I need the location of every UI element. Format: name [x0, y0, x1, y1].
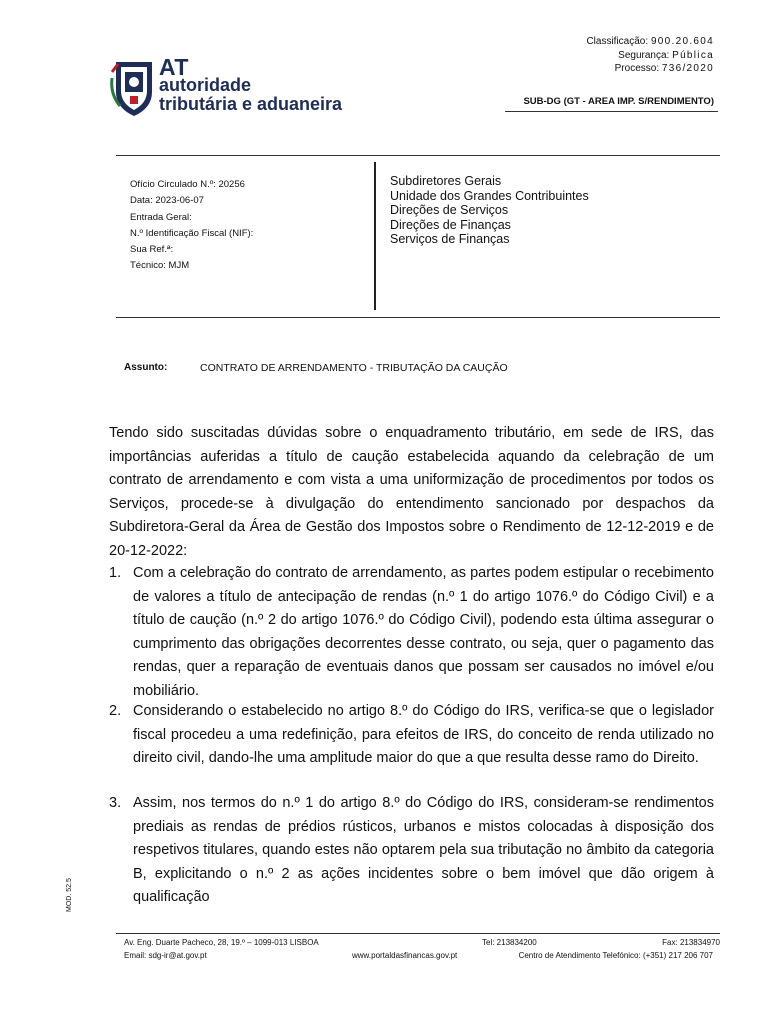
document-reference-block: [130, 177, 253, 275]
document-date: Data: 2023-06-07: [130, 195, 204, 207]
item-number: 3.: [109, 795, 122, 811]
footer-rule: [116, 933, 720, 934]
nif-field: N.º Identificação Fiscal (NIF):: [130, 227, 254, 239]
item-number: 1.: [109, 565, 122, 581]
at-seal-icon: [110, 58, 158, 118]
recipient: Unidade dos Grandes Contribuintes: [390, 188, 589, 203]
classificacao-row: [586, 35, 714, 49]
tecnico: Técnico: MJM: [130, 260, 190, 272]
item-number: 2.: [109, 703, 122, 719]
processo-row: [586, 62, 714, 76]
processo-value: 736/2020: [661, 63, 714, 74]
sua-ref: Sua Ref.ª:: [130, 244, 174, 256]
recipient: Direções de Finanças: [390, 217, 511, 232]
classificacao-label: Classificação:: [586, 36, 649, 47]
info-box-top-rule: [116, 155, 720, 156]
seguranca-row: [586, 49, 714, 63]
footer-email[interactable]: Email: sdg-ir@at.gov.pt: [124, 951, 207, 960]
item-paragraph: Considerando o estabelecido no artigo 8.º do Código do IRS, verifica-se que o legislador fiscal procedeu a uma redefinição, para efeitos de IRS, do conceito de renda utilizado no direito civil, dando-lhe uma amplitude maior do que a que resulta desse ramo do Direito.: [133, 703, 714, 766]
footer-fax: Fax: 213834970: [662, 938, 720, 947]
seguranca-value: Pública: [672, 49, 714, 61]
entrada-geral: Entrada Geral:: [130, 211, 192, 223]
logo-line-tributaria: tributária e aduaneira: [159, 94, 343, 114]
item-paragraph: Assim, nos termos do n.º 1 do artigo 8.º do Código do IRS, consideram-se rendimentos prediais as rendas de prédios rústicos, urbanos e mistos colocadas à disposição dos respetivos titulares, quando estes não optarem pela sua tributação no âmbito da categoria B, explicitando o n.º 2 as ações incidentes sobre o bem imóvel que dão origem à qualificação: [133, 795, 714, 905]
logo-at-text: AT: [159, 54, 189, 80]
intro-paragraph: Tendo sido suscitadas dúvidas sobre o enquadramento tributário, em sede de IRS, das importâncias auferidas a título de caução estabelecida aquando da celebração de um contrato de arrendamento e com vista a uma uniformização de procedimentos por todos os Serviços, procede-se à divulgação do entendimento sancionado por despachos da Subdiretora-Geral da Área de Gestão dos Impostos sobre o Rendimento de 12-12-2019 e de 20-12-2022:: [109, 425, 714, 559]
unit-underline: [505, 111, 718, 112]
recipients-list: [390, 174, 589, 247]
footer-address: Av. Eng. Duarte Pacheco, 28, 19.º – 1099-013 LISBOA: [124, 938, 319, 947]
logo-line-autoridade: autoridade: [159, 75, 252, 95]
at-logo: [110, 54, 350, 118]
processo-label: Processo:: [614, 63, 660, 74]
document-classification-block: [586, 35, 714, 76]
subject-value: CONTRATO DE ARRENDAMENTO - TRIBUTAÇÃO DA CAUÇÃO: [200, 362, 508, 374]
form-model-code: MOD. 52.5: [66, 878, 73, 912]
footer-tel: Tel: 213834200: [482, 938, 537, 947]
footer-call-center: Centro de Atendimento Telefónico: (+351) 217 206 707: [518, 951, 713, 960]
classificacao-value: 900.20.604: [650, 36, 714, 47]
footer-website-link[interactable]: www.portaldasfinancas.gov.pt: [352, 951, 458, 960]
recipient: Direções de Serviços: [390, 203, 509, 217]
recipient: Serviços de Finanças: [390, 232, 510, 246]
item-paragraph: Com a celebração do contrato de arrendamento, as partes podem estipular o recebimento de valores a título de antecipação de rendas (n.º 1 do artigo 1076.º do Código Civil) e a título de caução (n.º 2 do artigo 1076.º do Código Civil), podendo esta última assegurar o cumprimento das obrigações decorrentes desse contrato, ou seja, quer o pagamento das rendas, quer a reparação de eventuais danos que possam ser causados no imóvel e/ou mobiliário.: [133, 565, 714, 699]
unit-name: SUB-DG (GT - AREA IMP. S/RENDIMENTO): [523, 96, 714, 107]
seguranca-label: Segurança:: [618, 49, 670, 61]
info-box-bottom-rule: [116, 317, 720, 318]
subject-label: Assunto:: [124, 362, 168, 373]
oficio-number: Ofício Circulado N.º: 20256: [130, 179, 245, 190]
info-box-divider: [374, 162, 376, 310]
recipient: Subdiretores Gerais: [390, 174, 502, 188]
